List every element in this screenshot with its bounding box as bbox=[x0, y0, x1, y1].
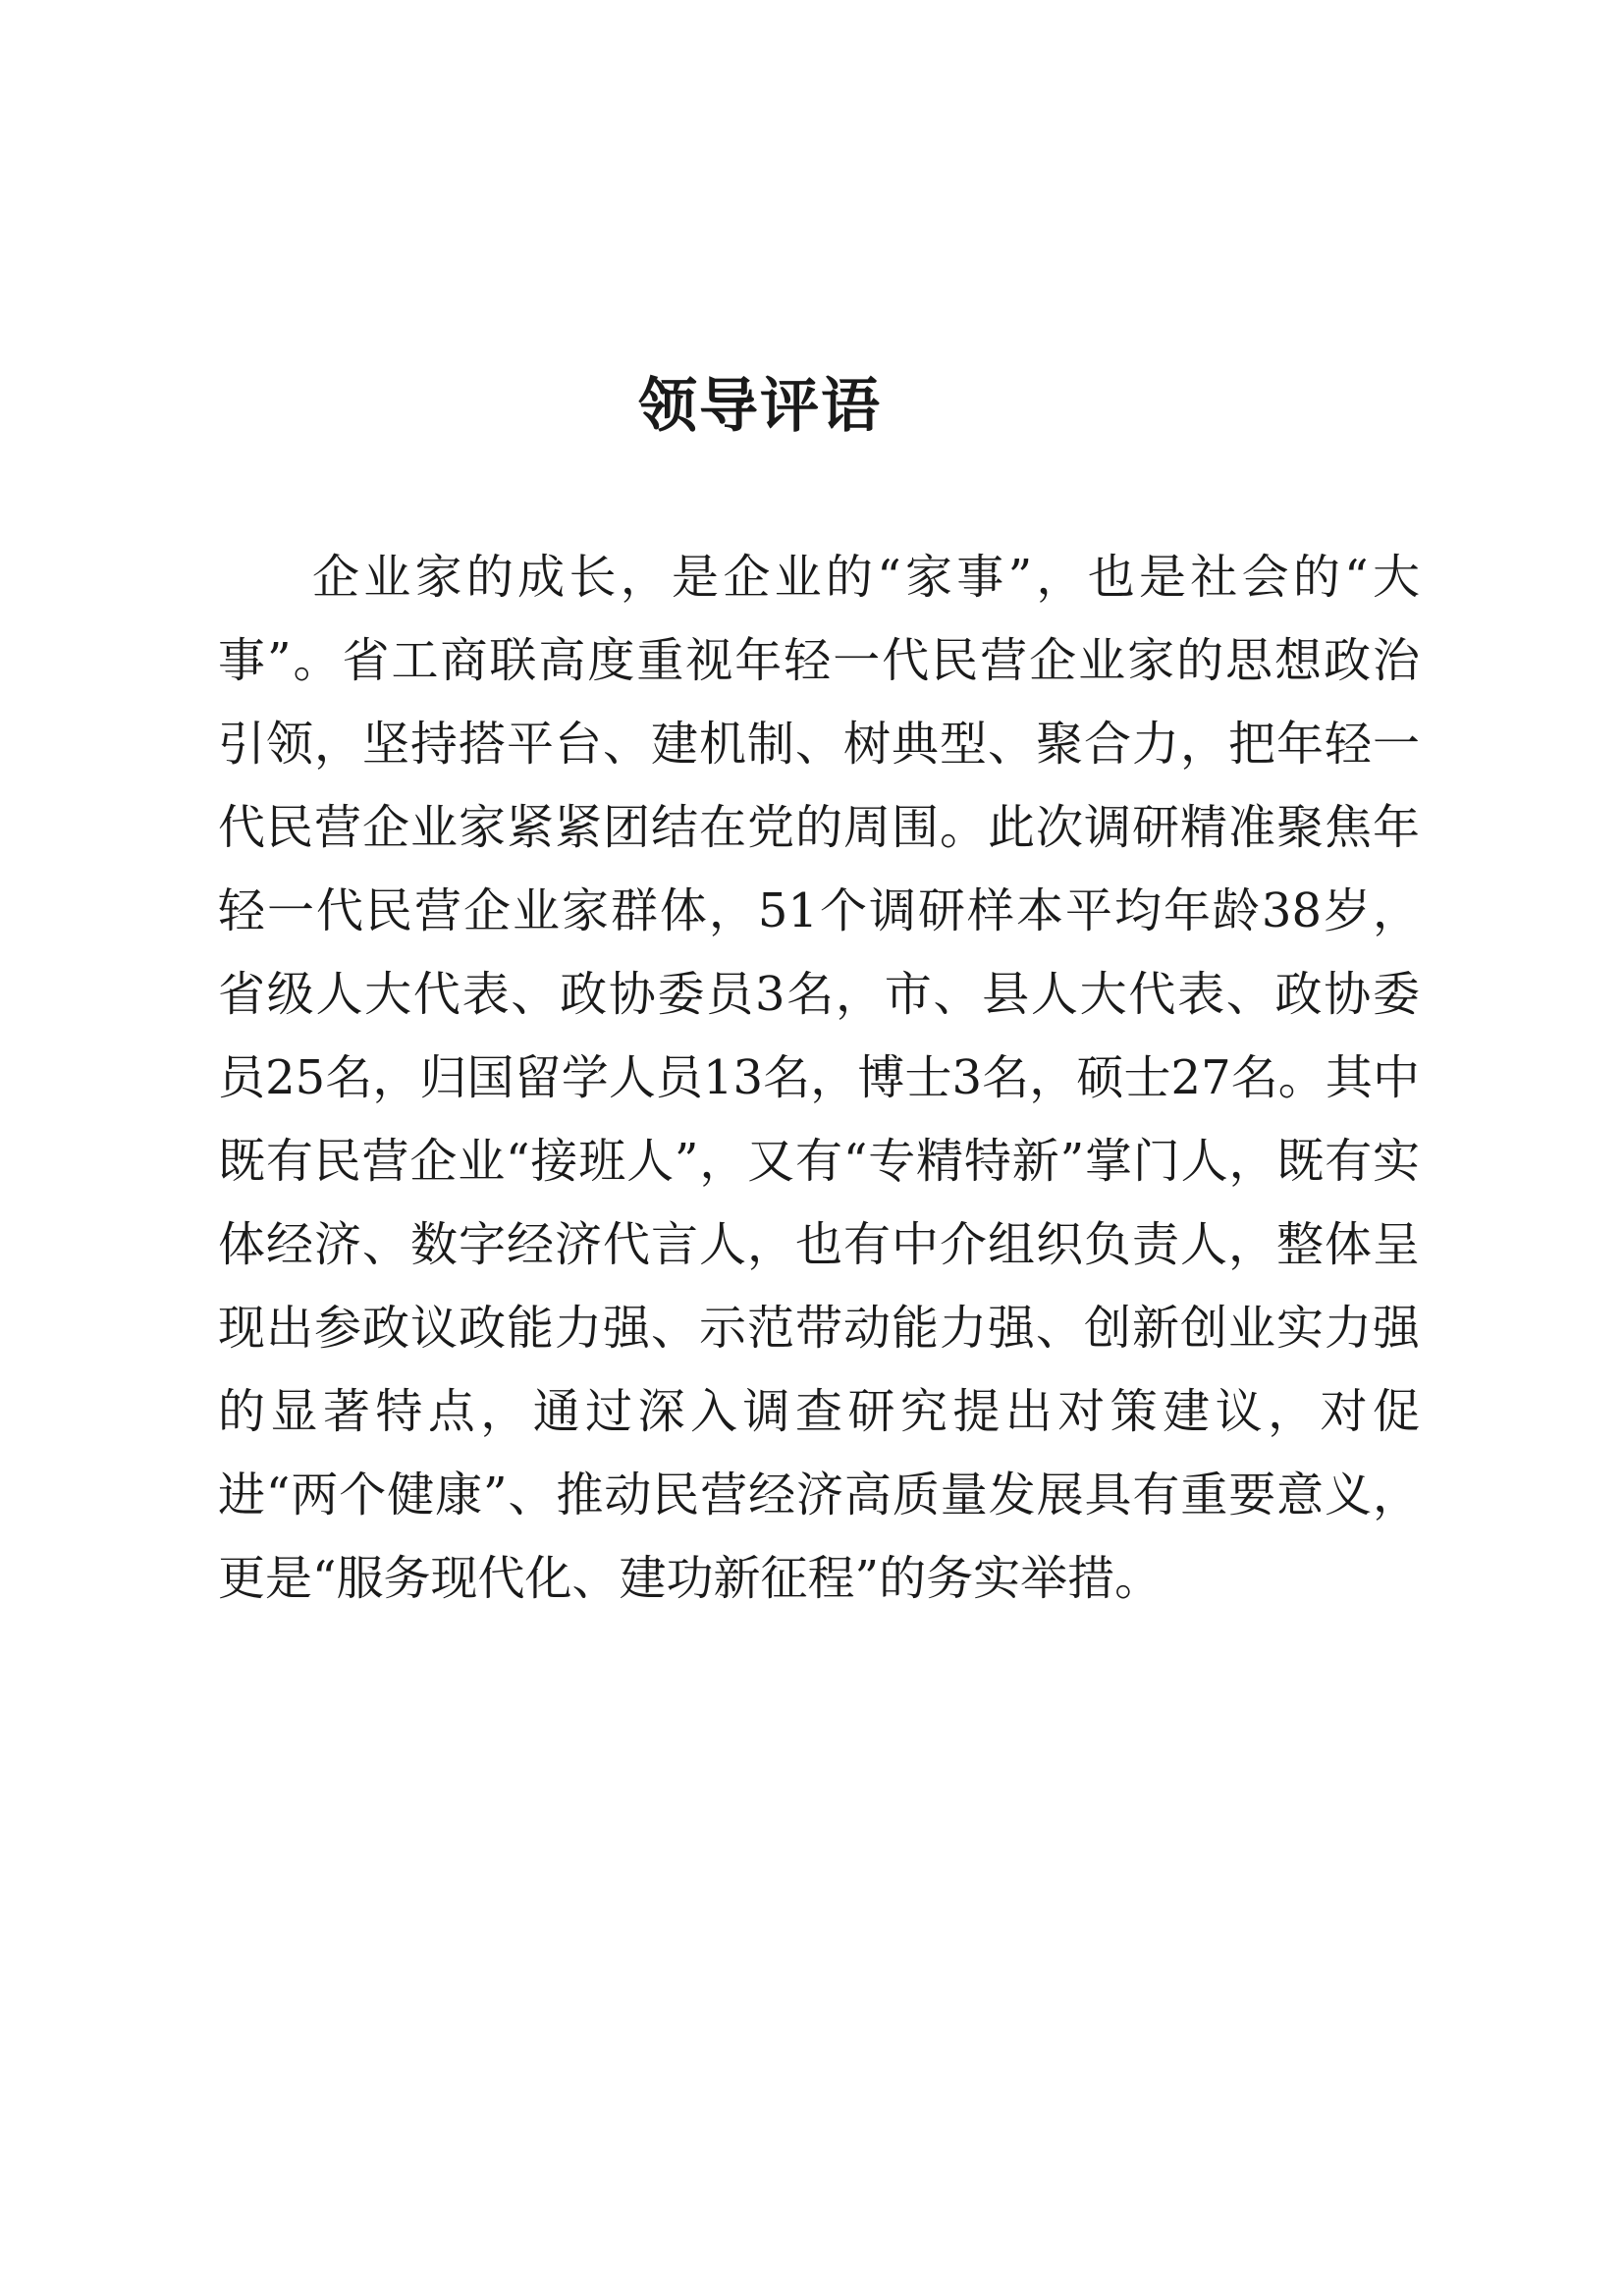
page-title: 领导评语 bbox=[638, 372, 882, 441]
body-paragraph: 企业家的成长，是企业的“家事”，也是社会的“大事”。省工商联高度重视年轻一代民营企业家的思想政治引领，坚持搭平台、建机制、树典型、聚合力，把年轻一代民营企业家紧紧团结在党的周围。此次调研精准聚焦年轻一代民营企业家群体，51个调研样本平均年龄38岁，省级人大代表、政协委员3名，市、县人大代表、政协委员25名，归国留学人员13名，博士3名，硕士27名。其中既有民营企业“接班人”，又有“专精特新”掌门人，既有实体经济、数字经济代言人，也有中介组织负责人，整体呈现出参政议政能力强、示范带动能力强、创新创业实力强的显著特点，通过深入调查研究提出对策建议，对促进“两个健康”、推动民营经济高质量发展具有重要意义，更是“服务现代化、建功新征程”的务实举措。 bbox=[218, 550, 1420, 1606]
